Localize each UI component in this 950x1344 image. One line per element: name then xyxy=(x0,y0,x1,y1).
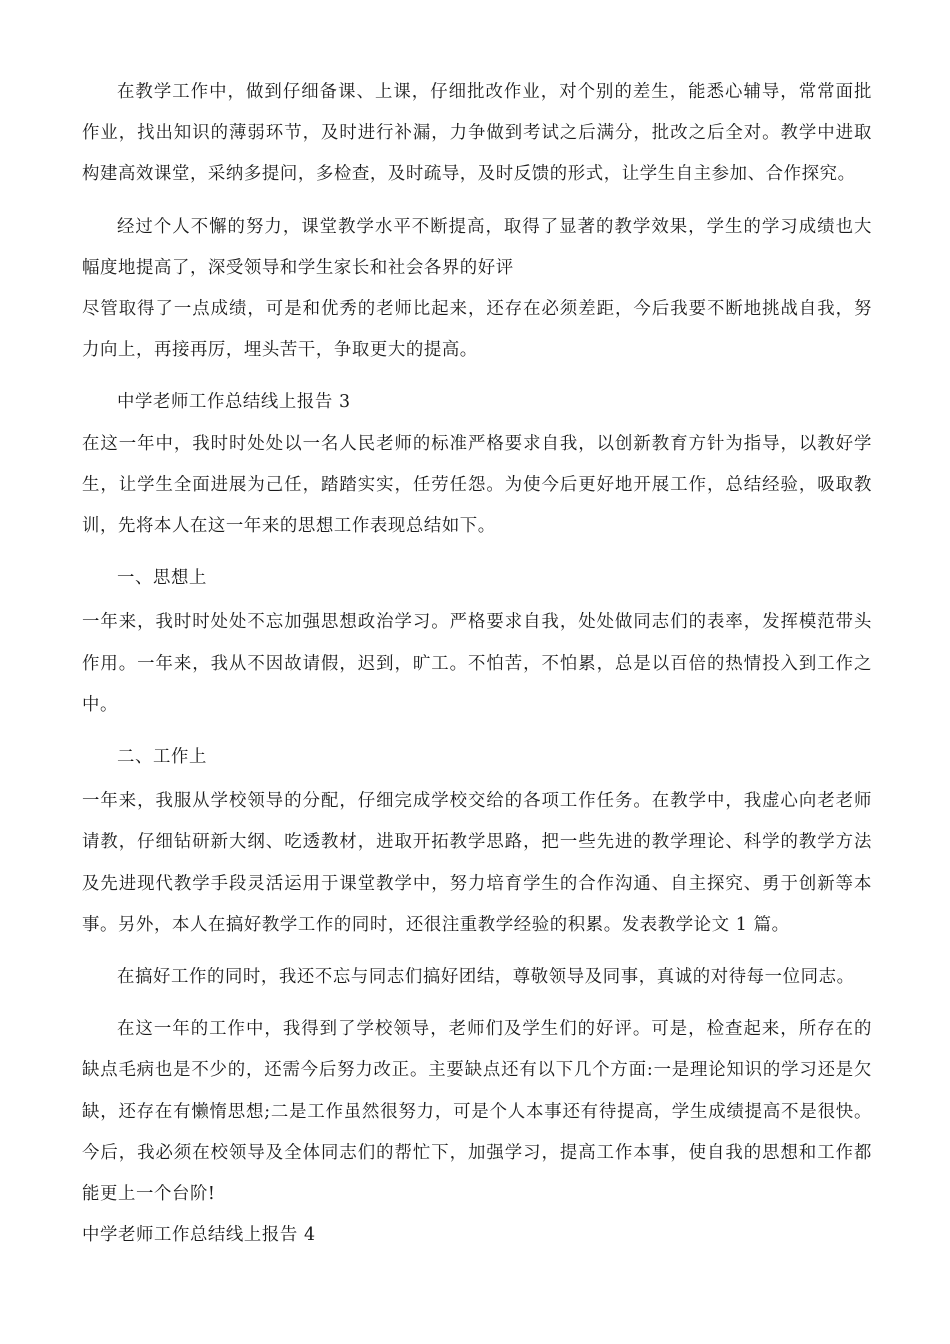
heading-ideology: 一、思想上 xyxy=(117,568,207,589)
paragraph-improvement: 尽管取得了一点成绩，可是和优秀的老师比起来，还存在必须差距，今后我要不断地挑战自我，努力向上，再接再厉，埋头苦干，争取更大的提高。 xyxy=(82,299,872,361)
paragraph-work: 一年来，我服从学校领导的分配，仔细完成学校交给的各项工作任务。在教学中，我虚心向老老师请教，仔细钻研新大纲、吃透教材，进取开拓教学思路，把一些先进的教学理论、科学的教学方法及先进现代教学手段灵活运用于课堂教学中，努力培育学生的合作沟通、自主探究、勇于创新等本事。另外，本人在搞好教学工作的同时，还很注重教学经验的积累。发表教学论文 1 篇。 xyxy=(82,791,872,935)
section-title-report-4: 中学老师工作总结线上报告 4 xyxy=(82,1225,316,1246)
section-title-report-3: 中学老师工作总结线上报告 3 xyxy=(117,392,351,413)
paragraph-shortcomings: 在这一年的工作中，我得到了学校领导，老师们及学生们的好评。可是，检查起来，所存在的缺点毛病也是不少的，还需今后努力改正。主要缺点还有以下几个方面:一是理论知识的学习还是欠缺，还存在有懒惰思想;二是工作虽然很努力，可是个人本事还有待提高，学生成绩提高不是很快。今后，我必须在校领导及全体同志们的帮忙下，加强学习，提高工作本事，使自我的思想和工作都能更上一个台阶! xyxy=(82,1019,872,1205)
paragraph-teaching-results: 经过个人不懈的努力，课堂教学水平不断提高，取得了显著的教学效果，学生的学习成绩也大幅度地提高了，深受领导和学生家长和社会各界的好评 xyxy=(82,216,872,278)
paragraph-teaching-work: 在教学工作中，做到仔细备课、上课，仔细批改作业，对个别的差生，能悉心辅导，常常面批作业，找出知识的薄弱环节，及时进行补漏，力争做到考试之后满分，批改之后全对。教学中进取构建高效课堂，采纳多提问，多检查，及时疏导，及时反馈的形式，让学生自主参加、合作探究。 xyxy=(82,82,872,185)
paragraph-year-summary-intro: 在这一年中，我时时处处以一名人民老师的标准严格要求自我，以创新教育方针为指导，以教好学生，让学生全面进展为己任，踏踏实实，任劳任怨。为使今后更好地开展工作，总结经验，吸取教训，先将本人在这一年来的思想工作表现总结如下。 xyxy=(82,433,872,537)
paragraph-unity: 在搞好工作的同时，我还不忘与同志们搞好团结，尊敬领导及同事，真诚的对待每一位同志。 xyxy=(117,967,855,988)
paragraph-ideology: 一年来，我时时处处不忘加强思想政治学习。严格要求自我，处处做同志们的表率，发挥模范带头作用。一年来，我从不因故请假，迟到，旷工。不怕苦，不怕累，总是以百倍的热情投入到工作之中。 xyxy=(82,612,872,715)
heading-work: 二、工作上 xyxy=(117,747,207,768)
document-page xyxy=(82,72,872,1256)
